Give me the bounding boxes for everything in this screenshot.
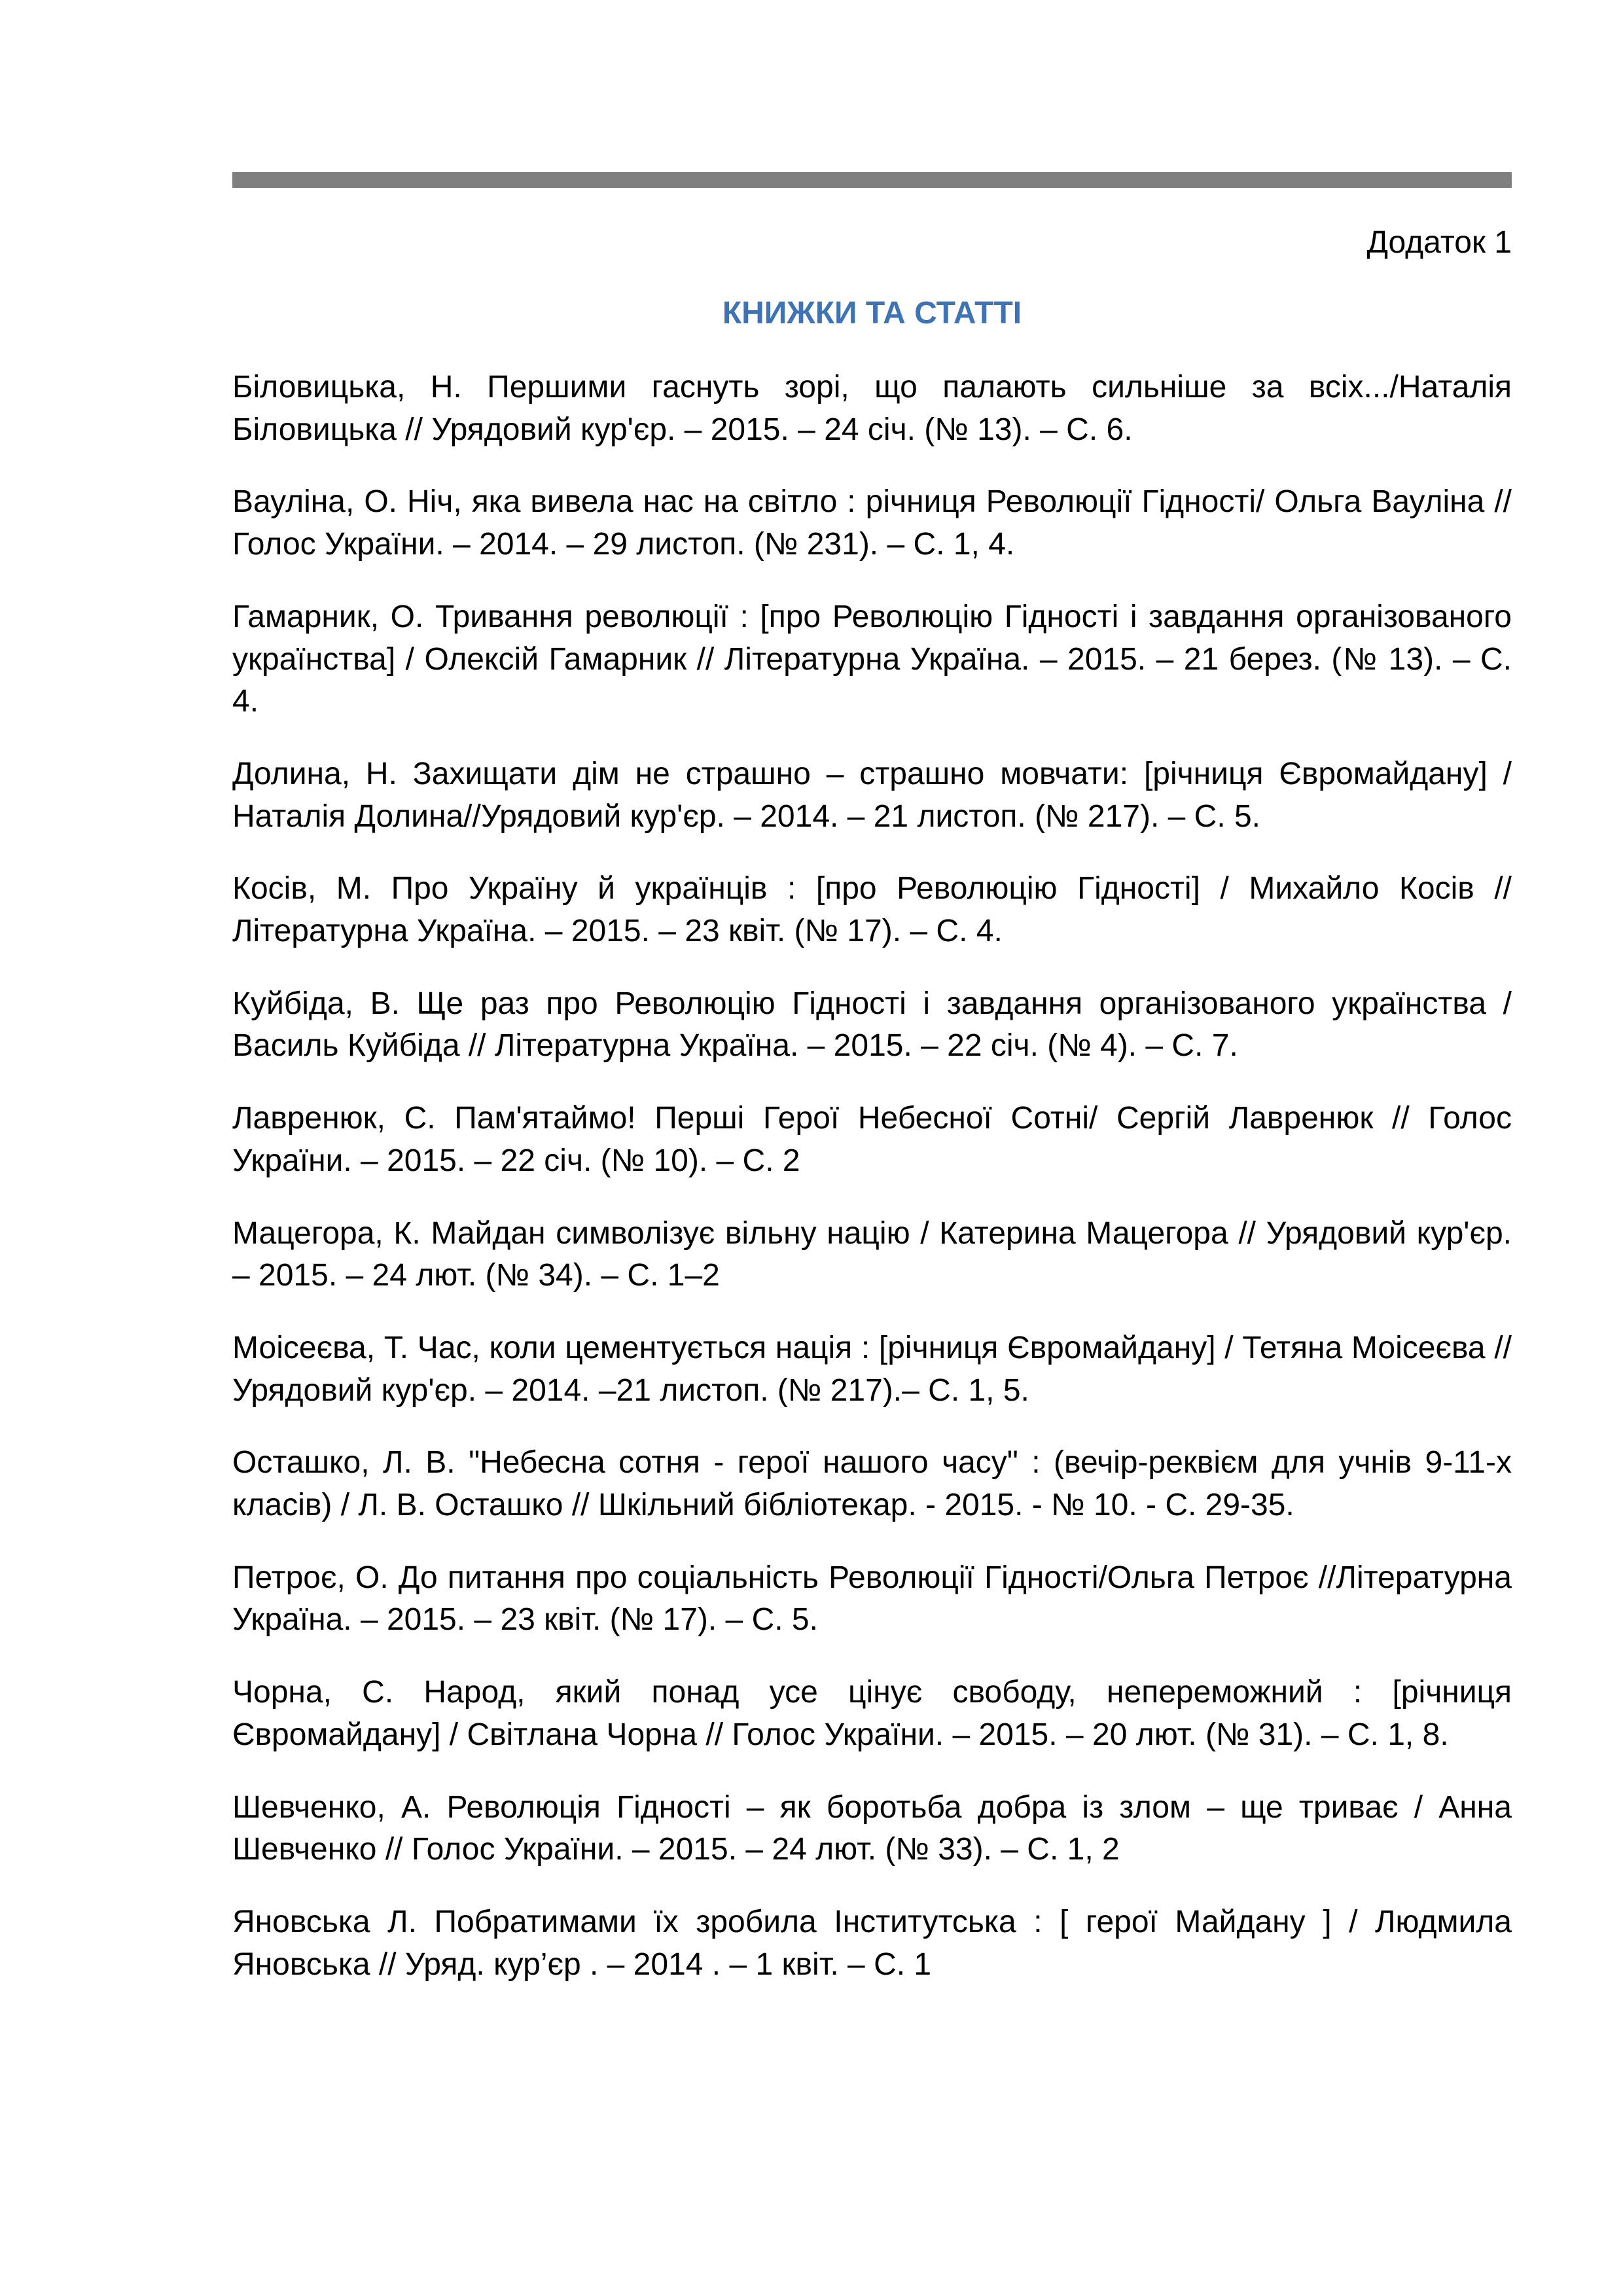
- bibliography-list: [232, 367, 1512, 2016]
- bibliography-entry: Вауліна, О. Ніч, яка вивела нас на світло : річниця Революції Гідності/ Ольга Вауліна // Голос України. – 2014. – 29 листоп. (№ 231). – С. 1, 4.: [232, 484, 1512, 562]
- bibliography-entry: Петроє, О. До питання про соціальність Революції Гідності/Ольга Петроє //Літературна Україна. – 2015. – 23 квіт. (№ 17). – С. 5.: [232, 1560, 1512, 1638]
- bibliography-entry: Куйбіда, В. Ще раз про Революцію Гідності і завдання організованого українства / Василь Куйбіда // Літературна Україна. – 2015. – 22 січ. (№ 4). – С. 7.: [232, 986, 1512, 1064]
- bibliography-entry: Моісеєва, Т. Час, коли цементується нація : [річниця Євромайдану] / Тетяна Моісеєва // Урядовий кур'єр. – 2014. –21 листоп. (№ 217).– С. 1, 5.: [232, 1330, 1512, 1408]
- section-title: КНИЖКИ ТА СТАТТІ: [722, 296, 1022, 331]
- bibliography-entry: Лавренюк, С. Пам'ятаймо! Перші Герої Небесної Сотні/ Сергій Лавренюк // Голос України. – 2015. – 22 січ. (№ 10). – С. 2: [232, 1101, 1512, 1178]
- bibliography-entry: Мацегора, К. Майдан символізує вільну націю / Катерина Мацегора // Урядовий кур'єр. – 2015. – 24 лют. (№ 34). – С. 1–2: [232, 1215, 1512, 1293]
- bibliography-entry: Чорна, С. Народ, який понад усе цінує свободу, непереможний : [річниця Євромайдану] / Світлана Чорна // Голос України. – 2015. – 20 лют. (№ 31). – С. 1, 8.: [232, 1675, 1512, 1752]
- bibliography-entry: Біловицька, Н. Першими гаснуть зорі, що палають сильніше за всіх.../Наталія Біловицька // Урядовий кур'єр. – 2015. – 24 січ. (№ 13). – С. 6.: [232, 370, 1512, 447]
- bibliography-entry: Яновська Л. Побратимами їх зробила Інститутська : [ герої Майдану ] / Людмила Яновська // Уряд. кур’єр . – 2014 . – 1 квіт. – С. 1: [232, 1904, 1512, 1982]
- bibliography-entry: Долина, Н. Захищати дім не страшно – страшно мовчати: [річниця Євромайдану] /Наталія Долина//Урядовий кур'єр. – 2014. – 21 листоп. (№ 217). – С. 5.: [232, 756, 1512, 834]
- header-rule: [232, 172, 1512, 188]
- bibliography-entry: Шевченко, А. Революція Гідності – як боротьба добра із злом – ще триває / Анна Шевченко // Голос України. – 2015. – 24 лют. (№ 33). – С. 1, 2: [232, 1789, 1512, 1867]
- bibliography-entry: Косів, М. Про Україну й українців : [про Революцію Гідності] / Михайло Косів // Літературна Україна. – 2015. – 23 квіт. (№ 17). – С. 4.: [232, 871, 1512, 949]
- bibliography-entry: Гамарник, О. Тривання революції : [про Революцію Гідності і завдання організованого українства] / Олексій Гамарник // Літературна Україна. – 2015. – 21 берез. (№ 13). – С. 4.: [232, 599, 1512, 719]
- appendix-label: Додаток 1: [1366, 225, 1512, 260]
- bibliography-entry: Осташко, Л. В. "Небесна сотня - герої нашого часу" : (вечір-реквієм для учнів 9-11-х класів) / Л. В. Осташко // Шкільний бібліотекар. - 2015. - № 10. - С. 29-35.: [232, 1445, 1512, 1523]
